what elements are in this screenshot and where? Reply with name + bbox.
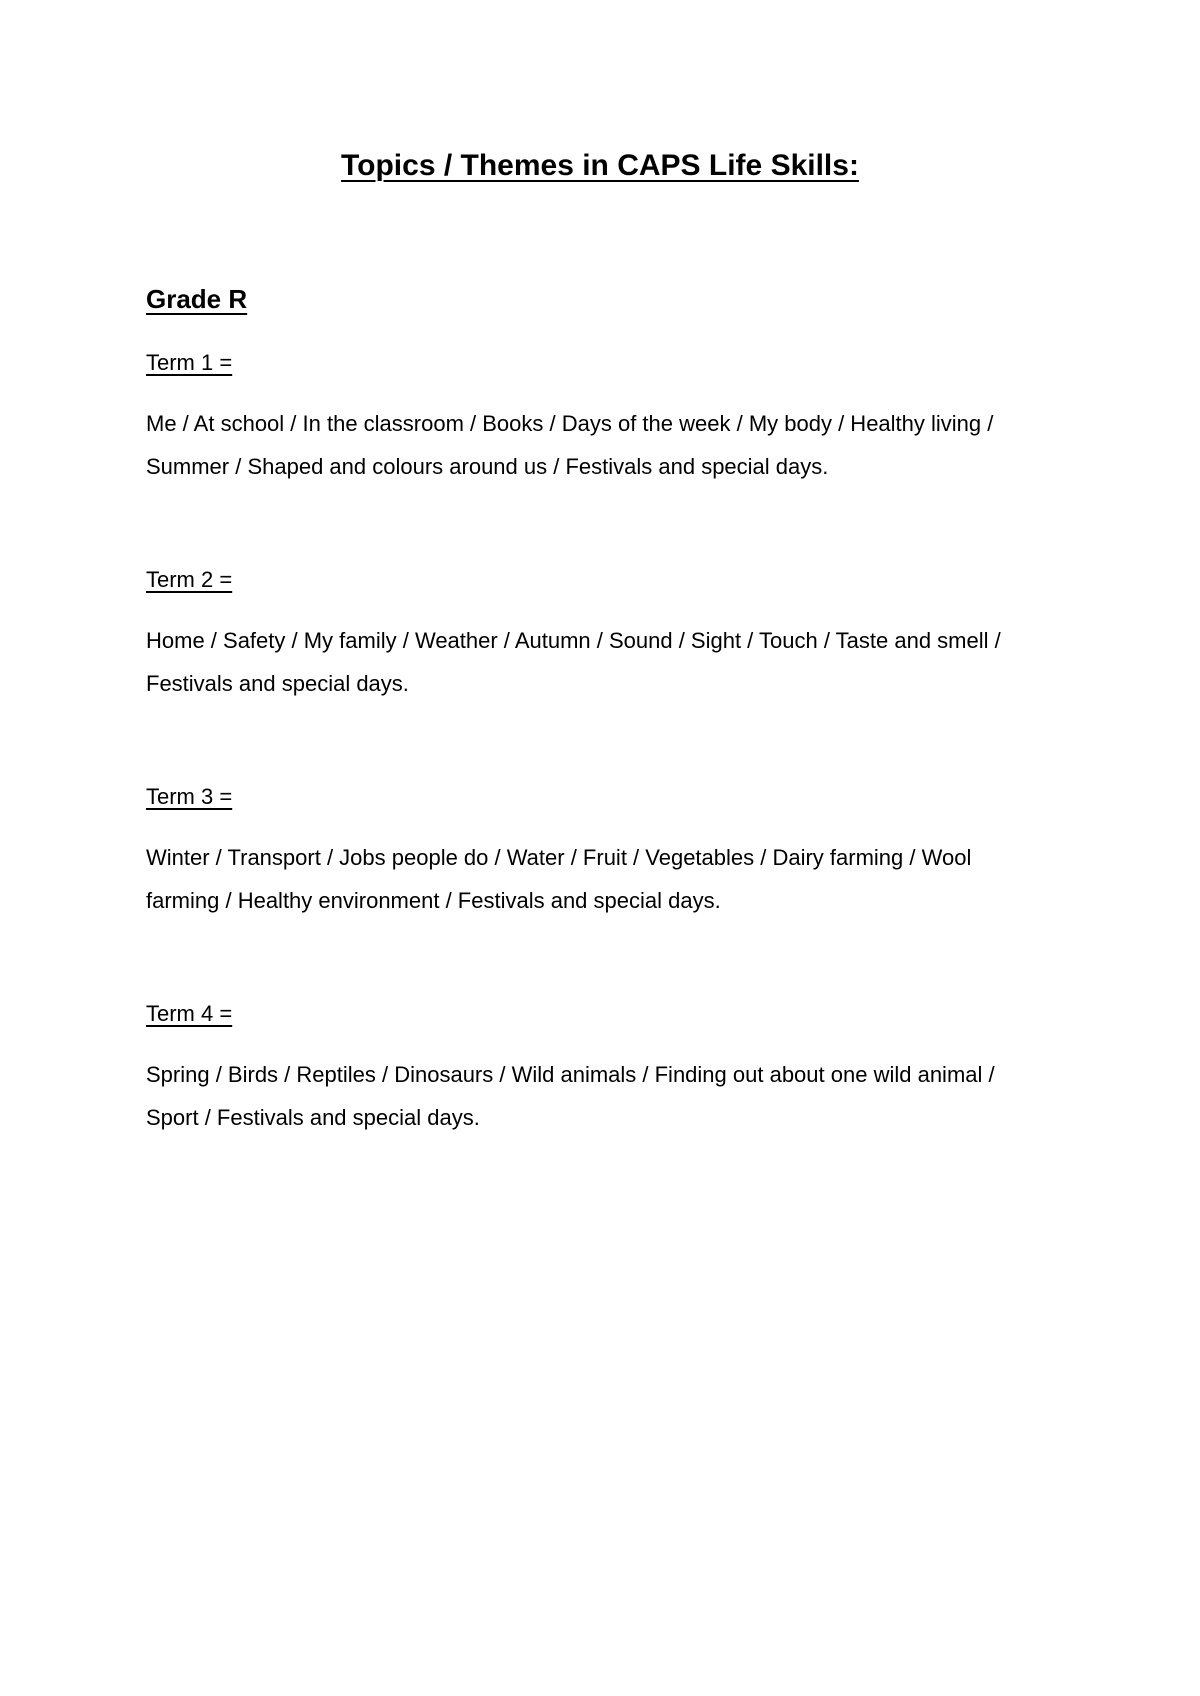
grade-heading: Grade R (146, 284, 248, 314)
term-label: Term 4 = (146, 1001, 233, 1026)
term-topics: Home / Safety / My family / Weather / Autumn / Sound / Sight / Touch / Taste and smell / Festivals and special days. (146, 628, 1001, 696)
term-label: Term 1 = (146, 350, 233, 375)
term-topics: Spring / Birds / Reptiles / Dinosaurs / Wild animals / Finding out about one wild animal / Sport / Festivals and special days. (146, 1062, 995, 1130)
term-topics: Winter / Transport / Jobs people do / Water / Fruit / Vegetables / Dairy farming / Wool farming / Healthy environment / Festivals and special days. (146, 845, 972, 913)
term-section-4 (146, 999, 1046, 1139)
page-title: Topics / Themes in CAPS Life Skills: (341, 149, 859, 182)
term-label: Term 3 = (146, 784, 233, 809)
term-section-3 (146, 782, 1046, 922)
term-topics: Me / At school / In the classroom / Books / Days of the week / My body / Healthy living / Summer / Shaped and colours around us / Festivals and special days. (146, 411, 994, 479)
term-label: Term 2 = (146, 567, 233, 592)
term-section-2 (146, 565, 1046, 705)
term-section-1 (146, 348, 1046, 488)
